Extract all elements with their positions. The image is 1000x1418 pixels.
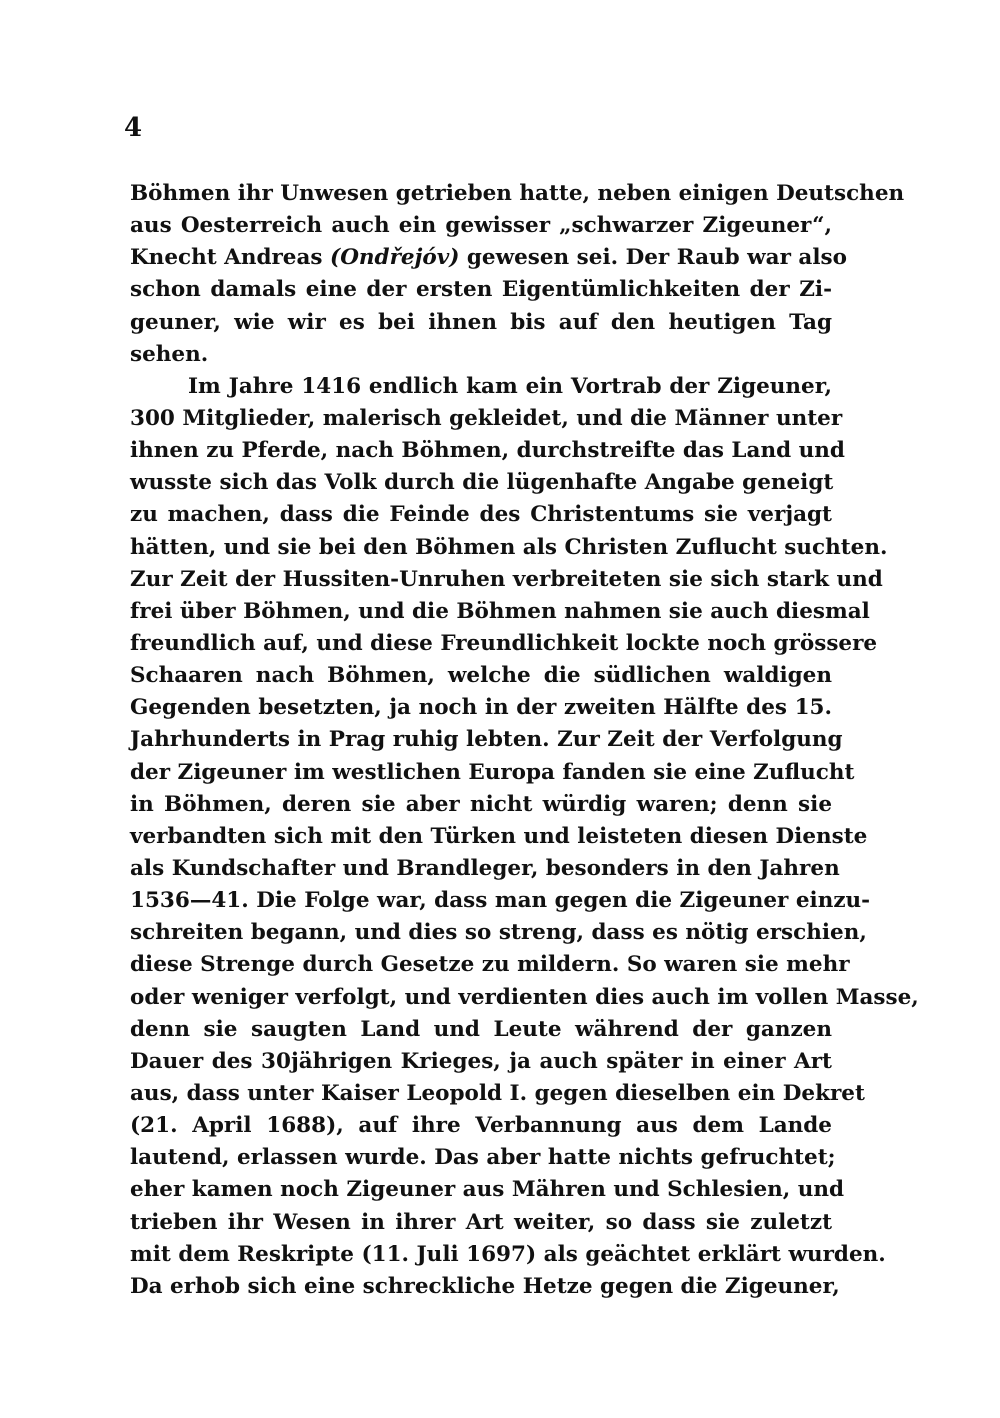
text-line: schreiten begann, und dies so streng, dass es nötig erschien, bbox=[130, 920, 867, 946]
text-line: mit dem Reskripte (11. Juli 1697) als geächtet erklärt wurden. bbox=[130, 1241, 886, 1267]
text-line: geuner, wie wir es bei ihnen bis auf den heutigen Tag bbox=[130, 309, 832, 335]
text-line: aus Oesterreich auch ein gewisser „schwarzer Zigeuner“, bbox=[130, 213, 832, 239]
text-line: oder weniger verfolgt, und verdienten dies auch im vollen Masse, bbox=[130, 984, 919, 1010]
italic-name: (Ondřejóv) bbox=[330, 245, 460, 271]
text-line: (21. April 1688), auf ihre Verbannung aus dem Lande bbox=[130, 1113, 832, 1139]
text-line: hätten, und sie bei den Böhmen als Christen Zuflucht suchten. bbox=[130, 534, 888, 560]
text-line: 1536—41. Die Folge war, dass man gegen die Zigeuner einzu- bbox=[130, 888, 871, 914]
text-line: frei über Böhmen, und die Böhmen nahmen sie auch diesmal bbox=[130, 598, 870, 624]
text-line: wusste sich das Volk durch die lügenhafte Angabe geneigt bbox=[130, 470, 834, 496]
text-line: Im Jahre 1416 endlich kam ein Vortrab der Zigeuner, bbox=[188, 373, 832, 399]
text-line: in Böhmen, deren sie aber nicht würdig waren; denn sie bbox=[130, 791, 832, 817]
text-line: schon damals eine der ersten Eigentümlichkeiten der Zi- bbox=[130, 277, 832, 303]
text-line: als Kundschafter und Brandleger, besonders in den Jahren bbox=[130, 855, 840, 881]
text-line: aus, dass unter Kaiser Leopold I. gegen dieselben ein Dekret bbox=[130, 1080, 865, 1106]
text-segment: gewesen sei. Der Raub war also bbox=[459, 245, 847, 271]
text-line: verbandten sich mit den Türken und leisteten diesen Dienste bbox=[130, 823, 868, 849]
body-text bbox=[130, 178, 919, 1303]
text-line: trieben ihr Wesen in ihrer Art weiter, so dass sie zuletzt bbox=[130, 1209, 832, 1235]
text-line: zu machen, dass die Feinde des Christentums sie verjagt bbox=[130, 502, 832, 528]
text-line: Böhmen ihr Unwesen getrieben hatte, neben einigen Deutschen bbox=[130, 181, 905, 206]
text-line: 300 Mitglieder, malerisch gekleidet, und die Männer unter bbox=[130, 405, 843, 431]
text-line: sehen. bbox=[130, 341, 209, 367]
text-line: Dauer des 30jährigen Krieges, ja auch später in einer Art bbox=[130, 1048, 832, 1074]
text-segment: Knecht Andreas bbox=[130, 245, 331, 271]
text-line: der Zigeuner im westlichen Europa fanden sie eine Zuflucht bbox=[130, 759, 855, 785]
text-line bbox=[130, 242, 847, 274]
text-line: freundlich auf, und diese Freundlichkeit lockte noch grössere bbox=[130, 630, 878, 656]
page-number: 4 bbox=[124, 113, 143, 143]
text-line: Jahrhunderts in Prag ruhig lebten. Zur Zeit der Verfolgung bbox=[130, 727, 843, 753]
text-line: Schaaren nach Böhmen, welche die südlichen waldigen bbox=[130, 663, 832, 689]
text-line: Gegenden besetzten, ja noch in der zweiten Hälfte des 15. bbox=[130, 695, 832, 721]
text-line: lautend, erlassen wurde. Das aber hatte nichts gefruchtet; bbox=[130, 1145, 836, 1171]
text-line: eher kamen noch Zigeuner aus Mähren und Schlesien, und bbox=[130, 1177, 845, 1203]
text-line: Da erhob sich eine schreckliche Hetze gegen die Zigeuner, bbox=[130, 1273, 840, 1299]
text-line: Zur Zeit der Hussiten-Unruhen verbreiteten sie sich stark und bbox=[130, 566, 883, 592]
text-line: ihnen zu Pferde, nach Böhmen, durchstreifte das Land und bbox=[130, 438, 845, 464]
text-line: denn sie saugten Land und Leute während der ganzen bbox=[130, 1016, 832, 1042]
text-line: diese Strenge durch Gesetze zu mildern. So waren sie mehr bbox=[130, 952, 850, 978]
